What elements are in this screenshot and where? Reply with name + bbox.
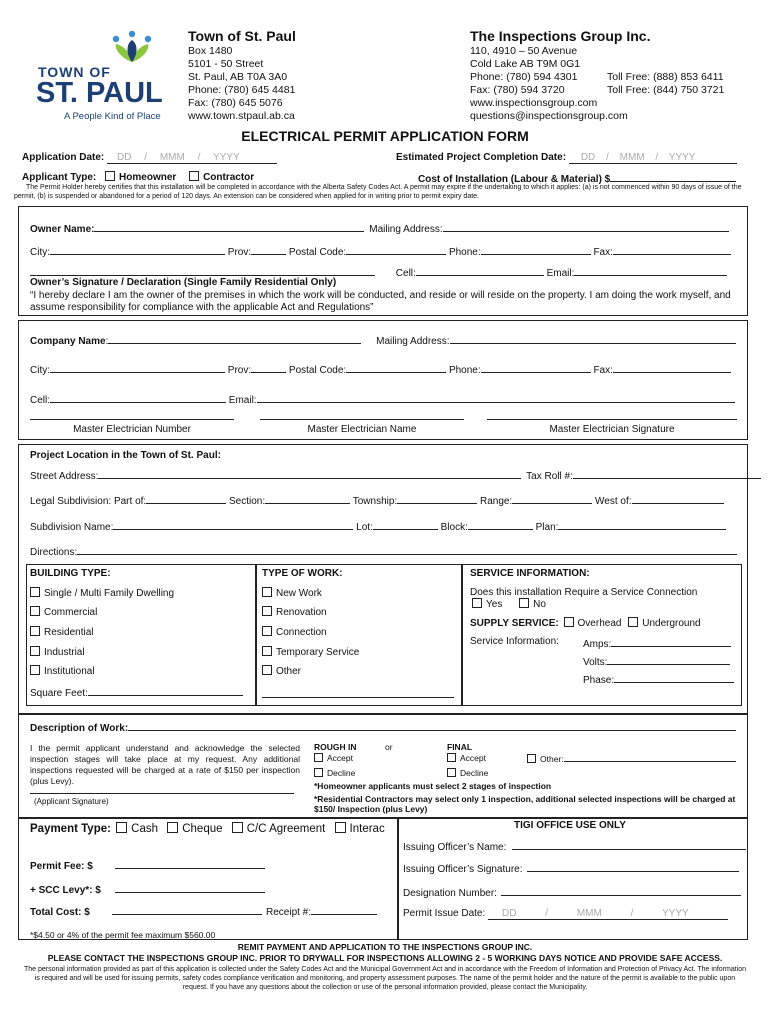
tigi-fax-row: [470, 84, 740, 97]
township-label: Township:: [352, 496, 398, 507]
total-cost-field[interactable]: [112, 904, 262, 915]
building-checkbox[interactable]: [30, 646, 40, 656]
rough-decline-checkbox[interactable]: [314, 768, 323, 777]
permit-fee-label: Permit Fee: $: [30, 861, 93, 872]
tigi-title: The Inspections Group Inc.: [470, 28, 651, 44]
rough-accept[interactable]: [314, 753, 353, 763]
description-row: [30, 720, 740, 734]
contact-notice: PLEASE CONTACT THE INSPECTIONS GROUP INC. PRIOR TO DRYWALL FOR INSPECTIONS ALLOWING 2 - 5 WORKING DAYS NOTICE AND PROVIDE SAFE ACCESS.: [47, 953, 723, 963]
plan-field[interactable]: [558, 519, 726, 530]
tigi-tollfax: Toll Free: (844) 750 3721: [607, 84, 725, 96]
rough-accept-checkbox[interactable]: [314, 753, 323, 762]
owner-postal-field[interactable]: [346, 244, 446, 255]
logo-tagline: A People Kind of Place: [64, 111, 161, 122]
interac-checkbox[interactable]: [335, 822, 346, 833]
cc-checkbox[interactable]: [232, 822, 243, 833]
issue-mmm: MMM: [576, 908, 602, 919]
owner-email-label: Email:: [546, 268, 575, 279]
subdivision-field[interactable]: [113, 519, 353, 530]
company-city-field[interactable]: [50, 362, 225, 373]
final-other[interactable]: [527, 753, 736, 764]
amps-label: Amps:: [583, 639, 612, 650]
phase-field[interactable]: [614, 672, 734, 683]
overhead-checkbox[interactable]: [564, 617, 574, 627]
owner-cell-field[interactable]: [416, 265, 544, 276]
tigi-city: Cold Lake AB T9M 0G1: [470, 58, 581, 70]
issue-date-label: Permit Issue Date:: [403, 908, 486, 919]
contractor-checkbox[interactable]: [189, 171, 199, 181]
work-item-1[interactable]: [262, 587, 322, 599]
cc-label: C/C Agreement: [246, 823, 326, 835]
part-of-field[interactable]: [146, 493, 226, 504]
subdivision-label: Subdivision Name:: [30, 522, 114, 533]
scc-levy-label: + SCC Levy*: $: [30, 885, 101, 896]
tigi-fax: Fax: (780) 594 3720: [470, 84, 565, 96]
service-connection-question: Does this installation Require a Service Connection: [470, 587, 698, 598]
company-fax-field[interactable]: [613, 362, 731, 373]
service-yes-no: [472, 598, 546, 610]
work-checkbox[interactable]: [262, 606, 272, 616]
work-item-5[interactable]: [262, 665, 301, 677]
work-item-label: Temporary Service: [276, 647, 360, 658]
designation-label: Designation Number:: [403, 888, 497, 899]
remit-notice: REMIT PAYMENT AND APPLICATION TO THE INSPECTIONS GROUP INC.: [237, 942, 533, 952]
completion-date-row: [396, 152, 737, 164]
underground-label: Underground: [642, 618, 701, 629]
building-item-5[interactable]: [30, 665, 95, 677]
owner-phone-label: Phone:: [448, 247, 481, 258]
owner-email-field[interactable]: [574, 265, 727, 276]
office-title: TIGI OFFICE USE ONLY: [514, 820, 626, 831]
owner-name-field[interactable]: [94, 221, 364, 232]
completion-yyyy: YYYY: [668, 152, 696, 163]
company-mailing-label: Mailing Address:: [376, 336, 450, 347]
final-decline-label: Decline: [460, 768, 489, 778]
tax-roll-field[interactable]: [573, 468, 761, 479]
town-fax: Fax: (780) 645 5076: [188, 97, 283, 109]
company-row-3: [30, 392, 740, 406]
company-cell-label: Cell:: [30, 395, 51, 406]
work-checkbox[interactable]: [262, 646, 272, 656]
service-information-label: Service Information:: [470, 636, 559, 647]
app-date-slash-2: /: [197, 152, 201, 163]
building-item-2[interactable]: [30, 606, 97, 618]
company-city-label: City:: [30, 365, 50, 376]
town-logo: [36, 30, 166, 125]
contractor-label: Contractor: [203, 172, 255, 183]
work-item-label: Other: [276, 666, 302, 677]
company-cell-field[interactable]: [50, 392, 226, 403]
volts-row: [583, 654, 730, 668]
work-other-line[interactable]: [262, 697, 454, 698]
work-item-3[interactable]: [262, 626, 327, 638]
rough-decline[interactable]: [314, 768, 355, 778]
form-title: ELECTRICAL PERMIT APPLICATION FORM: [241, 128, 529, 144]
building-type-title: BUILDING TYPE:: [30, 568, 111, 579]
receipt-label: Receipt #:: [266, 907, 312, 918]
location-title: Project Location in the Town of St. Paul:: [30, 450, 221, 461]
payment-type-label: Payment Type:: [30, 823, 111, 835]
building-item-1[interactable]: [30, 587, 174, 599]
owner-mailing-field[interactable]: [443, 221, 729, 232]
permit-fee-field[interactable]: [115, 858, 265, 869]
work-checkbox[interactable]: [262, 587, 272, 597]
final-decline-checkbox[interactable]: [447, 768, 456, 777]
owner-city-label: City:: [30, 247, 50, 258]
permit-fee-row: [30, 858, 265, 872]
company-mailing-field[interactable]: [450, 333, 736, 344]
amps-field[interactable]: [611, 636, 731, 647]
directions-field[interactable]: [77, 544, 737, 555]
company-email-field[interactable]: [257, 392, 735, 403]
app-date-dd: DD: [117, 152, 132, 163]
me-number-line[interactable]: [30, 419, 234, 420]
company-name-label: Company Name: [30, 336, 106, 347]
section-label: Section:: [228, 496, 266, 507]
cost-field[interactable]: [610, 171, 736, 182]
applicant-type-label: Applicant Type:: [22, 172, 97, 183]
legal-subdivision-label: Legal Subdivision: Part of:: [30, 496, 147, 507]
town-web[interactable]: www.town.stpaul.ab.ca: [188, 110, 295, 122]
building-item-label: Industrial: [44, 647, 85, 658]
cash-label: Cash: [131, 823, 159, 835]
homeowner-checkbox[interactable]: [105, 171, 115, 181]
supply-service-row: [470, 617, 701, 629]
completion-slash-1: /: [606, 152, 609, 163]
inspection-ack: I the permit applicant understand and acknowledge the selected inspection stages will take place at my request. Any additional inspections requested will be charged at a rate of $150 per inspection (plus Levy).: [30, 743, 300, 786]
building-item-label: Residential: [44, 627, 94, 638]
work-item-label: New Work: [276, 588, 322, 599]
final-accept[interactable]: [447, 753, 486, 763]
street-address-label: Street Address:: [30, 471, 99, 482]
owner-fax-label: Fax:: [593, 247, 613, 258]
work-item-label: Connection: [276, 627, 327, 638]
building-item-label: Single / Multi Family Dwelling: [44, 588, 175, 599]
final-accept-checkbox[interactable]: [447, 753, 456, 762]
completion-date-field[interactable]: [569, 152, 737, 164]
phase-label: Phase:: [583, 675, 615, 686]
rough-decline-label: Decline: [327, 768, 356, 778]
rough-accept-label: Accept: [327, 753, 353, 763]
homeowner-note: *Homeowner applicants must select 2 stages of inspection: [314, 781, 552, 791]
rough-in-label: ROUGH IN: [314, 742, 357, 752]
app-date-slash-1: /: [144, 152, 148, 163]
service-no-label: No: [533, 599, 546, 610]
other-label: Other:: [540, 754, 564, 764]
building-item-3[interactable]: [30, 626, 93, 638]
section-field[interactable]: [265, 493, 350, 504]
privacy-notice: The personal information provided as part of this application is collected under the Safety Codes Act and the Municipal Government Act and in accordance with the Freedom of Information and Protection of Privacy Act. The information is required and will be used for issuing permits, safety codes compliance verification and monitoring, and property assessment purposes. The name of the permit holder and the nature of the permit is available to the public upon request. If you have any questions about the collection or use of the personal information provided, please contact the Municipality.: [23, 966, 747, 991]
final-label: FINAL: [447, 742, 473, 752]
town-box: Box 1480: [188, 45, 233, 57]
scc-levy-row: [30, 882, 265, 896]
service-yes-label: Yes: [486, 599, 503, 610]
receipt-field[interactable]: [311, 904, 377, 915]
company-postal-label: Postal Code:: [288, 365, 347, 376]
other-field[interactable]: [564, 753, 736, 762]
west-of-field[interactable]: [632, 493, 724, 504]
contractor-note: *Residential Contractors may select only 1 inspection, additional selected inspections will be charged at $150/ Inspection (plus Levy): [314, 794, 736, 814]
owner-mailing-label: Mailing Address:: [369, 224, 443, 235]
officer-name-row: [403, 839, 746, 853]
company-row-2: [30, 362, 740, 376]
final-decline[interactable]: [447, 768, 488, 778]
completion-date-label: Estimated Project Completion Date:: [396, 152, 567, 163]
completion-mmm: MMM: [619, 152, 645, 163]
me-signature-line[interactable]: [487, 419, 737, 420]
owner-fax-field[interactable]: [613, 244, 731, 255]
homeowner-label: Homeowner: [119, 172, 177, 183]
tigi-phone-row: [470, 71, 740, 84]
officer-signature-row: [403, 861, 739, 875]
app-date-yyyy: YYYY: [212, 152, 240, 163]
applicant-type-row: [22, 171, 254, 183]
office-section: [398, 818, 748, 940]
lot-label: Lot:: [356, 522, 373, 533]
block-field[interactable]: [468, 519, 533, 530]
issue-slash-2: /: [630, 908, 634, 919]
town-phone: Phone: (780) 645 4481: [188, 84, 296, 96]
officer-name-label: Issuing Officer’s Name:: [403, 842, 507, 853]
plan-label: Plan:: [535, 522, 559, 533]
application-date-label: Application Date:: [22, 152, 105, 163]
me-signature-label: Master Electrician Signature: [549, 424, 675, 435]
total-cost-row: [30, 904, 262, 918]
cheque-label: Cheque: [182, 823, 223, 835]
building-item-label: Commercial: [44, 607, 98, 618]
building-item-label: Institutional: [44, 666, 95, 677]
tigi-web[interactable]: www.inspectionsgroup.com: [470, 97, 598, 109]
designation-row: [403, 885, 741, 899]
company-prov-field[interactable]: [251, 362, 286, 373]
company-phone-field[interactable]: [481, 362, 591, 373]
owner-phone-field[interactable]: [481, 244, 591, 255]
street-address-field[interactable]: [98, 468, 521, 479]
cash-checkbox[interactable]: [116, 822, 127, 833]
completion-slash-2: /: [655, 152, 659, 163]
owner-signature-field[interactable]: [30, 265, 375, 276]
issue-date-field[interactable]: [488, 908, 728, 920]
amps-row: [583, 636, 731, 650]
logo-st-paul: ST. PAUL: [36, 77, 163, 109]
location-row-1: [30, 468, 740, 482]
work-checkbox[interactable]: [262, 626, 272, 636]
square-feet-row: [30, 685, 243, 699]
owner-row-2: [30, 244, 740, 258]
directions-label: Directions:: [30, 547, 78, 558]
interac-label: Interac: [349, 823, 385, 835]
service-no-checkbox[interactable]: [519, 598, 529, 608]
logo-town-of: TOWN OF: [38, 64, 111, 80]
work-item-4[interactable]: [262, 646, 359, 658]
application-date-row: [22, 152, 277, 164]
levy-note: *$4.50 or 4% of the permit fee maximum $560.00: [30, 930, 216, 940]
tigi-contact: [470, 30, 740, 123]
building-item-4[interactable]: [30, 646, 85, 658]
permit-notice: The Permit Holder hereby certifies that this installation will be completed in accordance with the Alberta Safety Codes Act. A permit may expire if the undertaking to which it applies: (a) is not commenced within 90 days of issue of the permit, (b) is suspended or abandoned for a period of 120 days. An extension can be considered when applied for in writing prior to permit expiry date.: [14, 184, 742, 200]
owner-postal-label: Postal Code:: [288, 247, 347, 258]
town-city: St. Paul, AB T0A 3A0: [188, 71, 288, 83]
range-label: Range:: [479, 496, 513, 507]
scc-levy-field[interactable]: [115, 882, 265, 893]
officer-name-field[interactable]: [512, 839, 746, 850]
phase-row: [583, 672, 734, 686]
issue-dd: DD: [502, 908, 517, 919]
applicant-signature-label: (Applicant Signature): [34, 797, 109, 806]
company-row-1: [30, 333, 740, 347]
payment-section: [18, 818, 398, 940]
town-street: 5101 - 50 Street: [188, 58, 264, 70]
town-title: Town of St. Paul: [188, 28, 296, 44]
lot-field[interactable]: [373, 519, 438, 530]
building-checkbox[interactable]: [30, 587, 40, 597]
tigi-tollfree: Toll Free: (888) 853 6411: [607, 71, 724, 83]
underground-checkbox[interactable]: [628, 617, 638, 627]
range-field[interactable]: [512, 493, 592, 504]
owner-signature-title: Owner’s Signature / Declaration (Single Family Residential Only): [30, 277, 337, 288]
owner-prov-field[interactable]: [251, 244, 286, 255]
company-email-label: Email:: [228, 395, 257, 406]
owner-cell-label: Cell:: [395, 268, 416, 279]
officer-signature-field[interactable]: [527, 861, 739, 872]
designation-field[interactable]: [501, 885, 741, 896]
location-row-3: [30, 519, 740, 533]
company-postal-field[interactable]: [346, 362, 446, 373]
building-checkbox[interactable]: [30, 606, 40, 616]
cheque-checkbox[interactable]: [167, 822, 178, 833]
other-checkbox[interactable]: [527, 754, 536, 763]
work-item-label: Renovation: [276, 607, 327, 618]
company-phone-label: Phone:: [448, 365, 481, 376]
issue-slash-1: /: [545, 908, 549, 919]
owner-name-label: Owner Name:: [30, 224, 95, 235]
location-row-4: [30, 544, 740, 558]
work-checkbox[interactable]: [262, 665, 272, 675]
square-feet-label: Square Feet:: [30, 688, 88, 699]
issue-yyyy: YYYY: [662, 908, 689, 919]
work-type-title: TYPE OF WORK:: [262, 568, 343, 579]
tigi-address: 110, 4910 – 50 Avenue: [470, 45, 578, 57]
payment-type-row: [30, 822, 385, 835]
tigi-email[interactable]: questions@inspectionsgroup.com: [470, 110, 628, 122]
tigi-phone: Phone: (780) 594 4301: [470, 71, 578, 83]
service-info-title: SERVICE INFORMATION:: [470, 568, 590, 579]
officer-signature-label: Issuing Officer’s Signature:: [403, 864, 523, 875]
supply-service-label: SUPPLY SERVICE:: [470, 618, 559, 629]
block-label: Block:: [440, 522, 468, 533]
final-accept-label: Accept: [460, 753, 486, 763]
owner-prov-label: Prov:: [227, 247, 252, 258]
or-label: or: [385, 742, 393, 752]
flower-logo-icon: [102, 30, 162, 66]
town-contact: [188, 30, 296, 123]
company-name-colon: :: [105, 336, 109, 347]
company-fax-label: Fax:: [593, 365, 613, 376]
owner-row-1: [30, 221, 740, 235]
building-checkbox[interactable]: [30, 665, 40, 675]
description-label: Description of Work:: [30, 723, 129, 734]
company-prov-label: Prov:: [227, 365, 252, 376]
work-item-2[interactable]: [262, 606, 327, 618]
receipt-row: [266, 904, 377, 918]
owner-city-field[interactable]: [50, 244, 225, 255]
company-name-field[interactable]: [108, 333, 361, 344]
service-yes-checkbox[interactable]: [472, 598, 482, 608]
total-cost-label: Total Cost: $: [30, 907, 90, 918]
volts-field[interactable]: [607, 654, 730, 665]
applicant-signature-line[interactable]: [30, 793, 294, 794]
volts-label: Volts:: [583, 657, 608, 668]
location-row-2: [30, 493, 740, 507]
description-field[interactable]: [128, 720, 736, 731]
square-feet-field[interactable]: [88, 685, 243, 696]
me-name-line[interactable]: [260, 419, 464, 420]
completion-dd: DD: [580, 152, 596, 163]
building-checkbox[interactable]: [30, 626, 40, 636]
township-field[interactable]: [397, 493, 477, 504]
west-of-label: West of:: [595, 496, 632, 507]
overhead-label: Overhead: [577, 618, 622, 629]
me-name-label: Master Electrician Name: [307, 424, 417, 435]
cost-label: Cost of Installation (Labour & Material) $: [418, 174, 611, 185]
issue-date-row: [403, 908, 728, 920]
app-date-mmm: MMM: [159, 152, 185, 163]
application-date-field[interactable]: [107, 152, 277, 164]
tax-roll-label: Tax Roll #:: [526, 471, 573, 482]
me-number-label: Master Electrician Number: [73, 424, 191, 435]
owner-declaration: “I hereby declare I am the owner of the premises in which the work will be conducted, and reside or will reside on the property. I am doing the work myself, and assume responsibility for compliance with the applicable Act and Regulations”: [30, 290, 731, 313]
